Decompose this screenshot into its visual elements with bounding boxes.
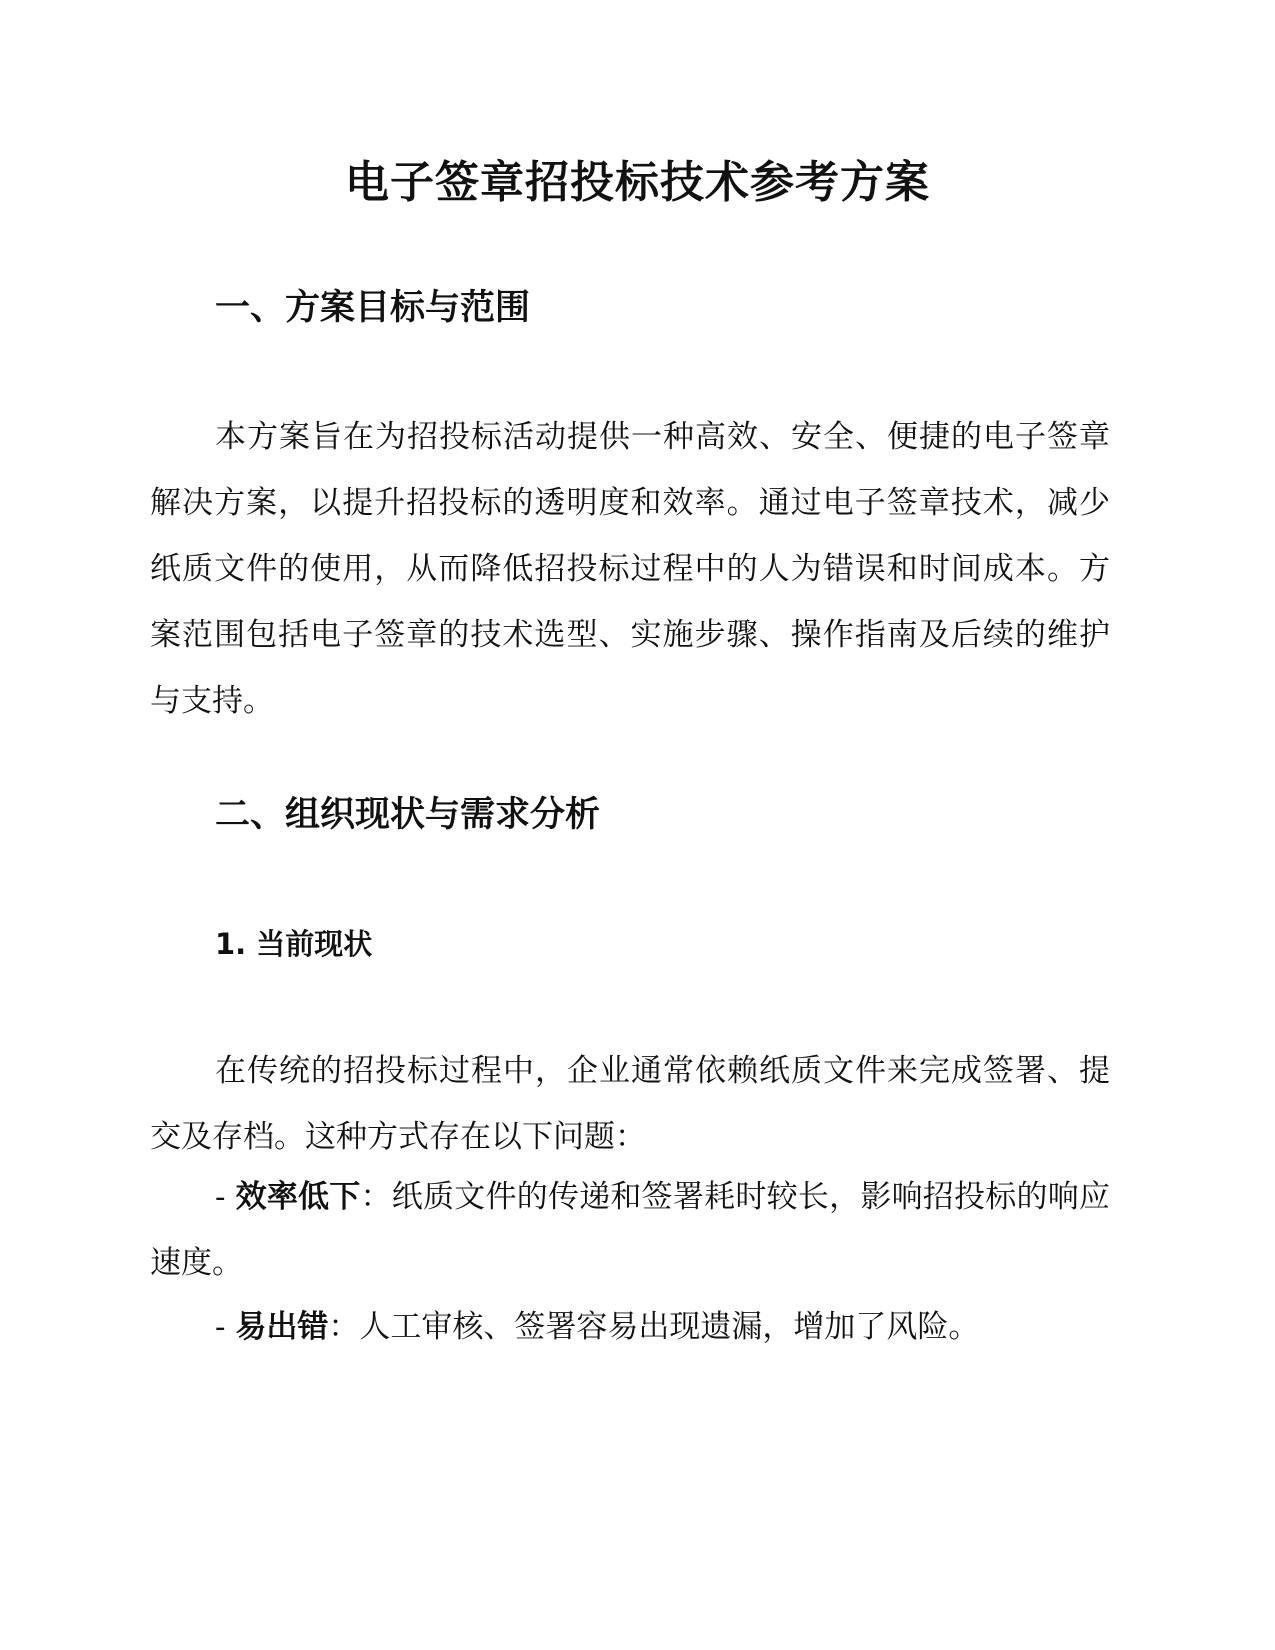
paragraph-goals-scope: 本方案旨在为招投标活动提供一种高效、安全、便捷的电子签章解决方案，以提升招投标的透明度和效率。通过电子签章技术，减少纸质文件的使用，从而降低招投标过程中的人为错误和时间成本。方案范围包括电子签章的技术选型、实施步骤、操作指南及后续的维护与支持。 — [150, 419, 1110, 719]
bullet-text: ：人工审核、签署容易出现遗漏，增加了风险。 — [328, 1309, 980, 1345]
bullet-term: 效率低下 — [235, 1179, 361, 1215]
subsection-heading-current-status: 1. 当前现状 — [215, 927, 373, 961]
section-heading-goals: 一、方案目标与范围 — [215, 288, 531, 328]
bullet-text: ：纸质文件的传递和签署耗时较长，影响招投标的响应速度。 — [150, 1179, 1110, 1281]
section-heading-analysis: 二、组织现状与需求分析 — [215, 795, 601, 835]
bullet-item-efficiency — [150, 1164, 1110, 1296]
bullet-item-error-prone — [150, 1294, 1110, 1360]
document-title: 电子签章招投标技术参考方案 — [345, 157, 930, 208]
paragraph-current-status: 在传统的招投标过程中，企业通常依赖纸质文件来完成签署、提交及存档。这种方式存在以下问题： — [150, 1053, 1110, 1155]
bullet-prefix: - — [215, 1309, 236, 1345]
bullet-prefix: - — [215, 1179, 236, 1215]
bullet-term: 易出错 — [235, 1309, 329, 1345]
